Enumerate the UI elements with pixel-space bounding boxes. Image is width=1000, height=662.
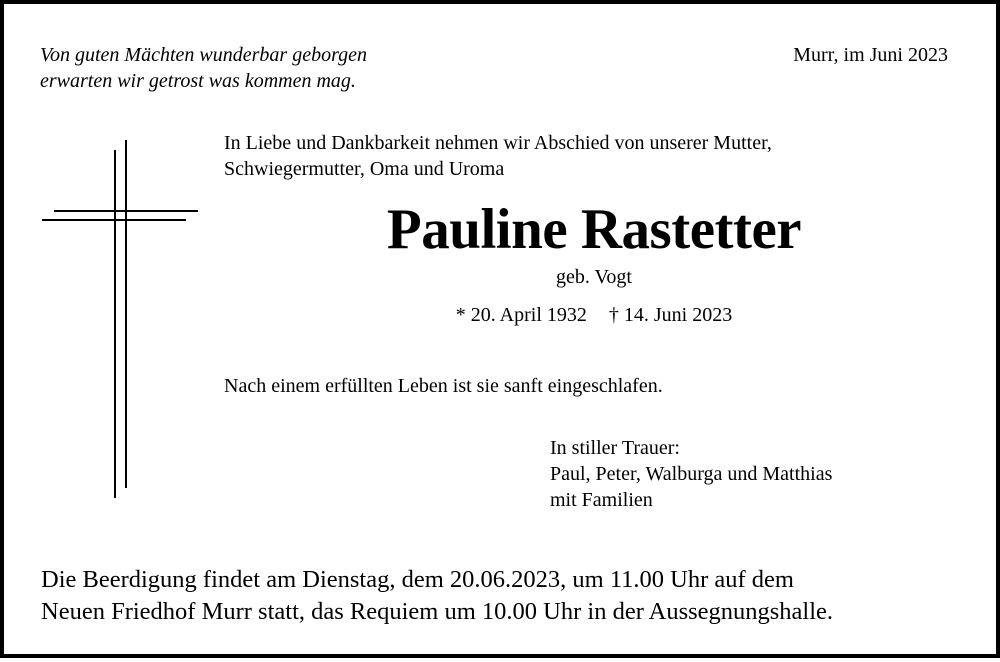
life-dates (4, 302, 1000, 328)
intro-text (224, 130, 772, 182)
mourners-families: mit Familien (550, 489, 653, 511)
intro-line-1: In Liebe und Dankbarkeit nehmen wir Abschied von unserer Mutter, (224, 132, 772, 154)
motto-line-1: Von guten Mächten wunderbar geborgen (40, 44, 367, 66)
intro-line-2: Schwiegermutter, Oma und Uroma (224, 158, 505, 180)
peaceful-statement: Nach einem erfüllten Leben ist sie sanft eingeschlafen. (224, 375, 663, 397)
death-date: † 14. Juni 2023 (608, 304, 733, 326)
funeral-line-1: Die Beerdigung findet am Dienstag, dem 20.06.2023, um 11.00 Uhr auf dem (41, 566, 794, 593)
birth-date: * 20. April 1932 (455, 304, 587, 326)
funeral-line-2: Neuen Friedhof Murr statt, das Requiem um 10.00 Uhr in der Aussegnungshalle. (41, 598, 834, 625)
place-date: Murr, im Juni 2023 (793, 44, 948, 66)
funeral-notice (41, 564, 833, 628)
mourners-block (550, 435, 832, 513)
motto-line-2: erwarten wir getrost was kommen mag. (40, 70, 356, 92)
mourners-heading: In stiller Trauer: (550, 437, 680, 459)
deceased-name: Pauline Rastetter (386, 198, 802, 261)
mourners-names: Paul, Peter, Walburga und Matthias (550, 463, 833, 485)
motto-verse (40, 42, 367, 94)
maiden-name: geb. Vogt (556, 266, 632, 288)
